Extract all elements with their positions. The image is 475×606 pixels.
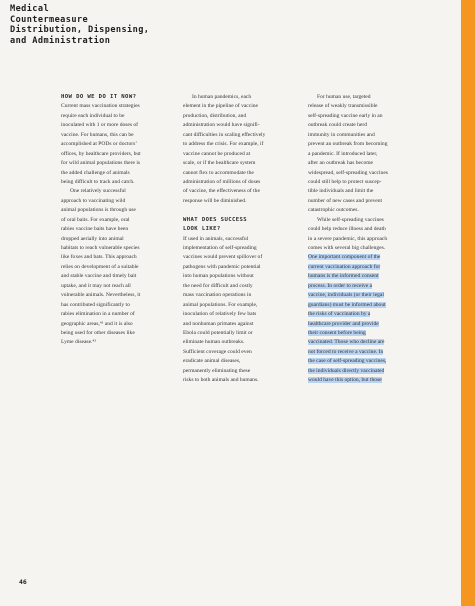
text-run: Sufficient coverage could even [183, 348, 252, 355]
body-text-line [61, 282, 174, 291]
selected-text-run[interactable]: current vaccination approach for [308, 263, 381, 270]
body-text-line [61, 140, 174, 149]
text-run: approach to vaccinating wild [61, 197, 126, 204]
text-column-3 [308, 93, 421, 386]
body-text-line [61, 150, 174, 159]
body-text-line [183, 102, 296, 111]
text-run: release of weakly transmissible [308, 103, 378, 110]
body-text-line [183, 357, 296, 366]
body-text-line [308, 150, 421, 159]
text-run: animal populations. For example, [183, 301, 258, 308]
body-text-line [183, 112, 296, 121]
text-run: a pandemic. If introduced later, [308, 150, 378, 157]
text-run: and stable vaccine and timely bait [61, 273, 137, 280]
text-run: vaccine cannot be produced at [183, 150, 251, 157]
text-run: after an outbreak has become [308, 160, 373, 167]
body-text-line [183, 291, 296, 300]
body-text-line [308, 169, 421, 178]
body-text-line [61, 131, 174, 140]
body-text-line [61, 121, 174, 130]
body-text-line [183, 367, 296, 376]
selected-text-run[interactable]: not forced to receive a vaccine. In [308, 348, 384, 355]
text-run: has contributed significantly to [61, 301, 130, 308]
selected-text-run[interactable]: the risks of vaccination by a [308, 311, 371, 318]
text-run: and nonhuman primates against [183, 320, 254, 327]
text-run: Lyme disease.⁴² [61, 339, 97, 346]
body-text-line [308, 348, 421, 357]
body-text-line [183, 140, 296, 149]
selected-text-run[interactable]: humans is the informed consent [308, 273, 379, 280]
body-text-line [308, 216, 421, 225]
body-text-line [183, 376, 296, 385]
body-text-line [183, 310, 296, 319]
body-text-line [308, 291, 421, 300]
text-run: WHAT DOES SUCCESS [183, 216, 248, 223]
text-run: accomplished at PODs or doctors’ [61, 141, 138, 148]
body-text-line [308, 263, 421, 272]
text-run: production, distribution, and [183, 112, 247, 119]
text-run: of oral baits. For example, oral [61, 216, 130, 223]
body-text-line [61, 216, 174, 225]
text-run: inoculated with 1 or more doses of [61, 122, 139, 129]
text-run: outbreak could create herd [308, 122, 367, 129]
selected-text-run[interactable]: process. In order to receive a [308, 282, 373, 289]
text-run: the need for difficult and costly [183, 282, 253, 289]
text-run: offices, by healthcare providers, but [61, 150, 141, 157]
text-run: vaccine. For humans, this can be [61, 131, 134, 138]
chapter-title-line: Countermeasure [10, 14, 89, 25]
text-run: LOOK LIKE? [183, 226, 221, 233]
body-text-line [308, 206, 421, 215]
body-text-line [61, 235, 174, 244]
body-text-line [61, 197, 174, 206]
selected-text-run[interactable]: their consent before being [308, 329, 366, 336]
chapter-title-line: Distribution, Dispensing, [10, 25, 150, 36]
body-text-line [61, 310, 174, 319]
section-heading [183, 225, 296, 234]
text-run: eradicate animal diseases, [183, 358, 241, 365]
text-run: of vaccine, the effectiveness of the [183, 188, 260, 195]
body-text-line [183, 253, 296, 262]
text-run: Ebola could potentially limit or [183, 329, 253, 336]
body-text-line [308, 197, 421, 206]
body-text-line [61, 112, 174, 121]
body-text-line [308, 272, 421, 281]
text-run: widespread, self-spreading vaccines [308, 169, 388, 176]
text-run: If used in animals, successful [183, 235, 249, 242]
text-run: number of new cases and prevent [308, 197, 383, 204]
text-run: eliminate human outbreaks. [183, 339, 245, 346]
paragraph-gap [183, 206, 296, 215]
text-run: response will be diminished. [183, 197, 247, 204]
body-text-line [61, 102, 174, 111]
body-text-line [308, 159, 421, 168]
body-text-line [308, 320, 421, 329]
text-run: rabies vaccine baits have been [61, 226, 129, 233]
text-run: Current mass vaccination strategies [61, 103, 140, 110]
text-run: the added challenge of animals [61, 169, 130, 176]
body-text-line [308, 301, 421, 310]
text-run: inoculation of relatively few bats [183, 311, 257, 318]
body-text-line [308, 225, 421, 234]
body-text-line [308, 338, 421, 347]
body-text-line [308, 244, 421, 253]
text-run: animal populations is through use [61, 207, 136, 214]
text-run: permanently eliminating these [183, 367, 251, 374]
section-heading [183, 216, 296, 225]
text-column-2 [183, 93, 296, 386]
body-text-line [61, 320, 174, 329]
text-run: uptake, and it may not reach all [61, 282, 131, 289]
text-run: scale, or if the healthcare system [183, 160, 256, 167]
body-text-line [61, 272, 174, 281]
body-text-line [183, 93, 296, 102]
text-run: relies on development of a suitable [61, 263, 139, 270]
body-text-line [308, 282, 421, 291]
text-run: cant difficulties in scaling effectively [183, 131, 266, 138]
body-text-line [183, 178, 296, 187]
body-text-line [308, 102, 421, 111]
body-text-line [61, 225, 174, 234]
text-run: tible individuals and limit the [308, 188, 374, 195]
selected-text-run[interactable]: healthcare provider and provide [308, 320, 379, 327]
text-run: geographic areas,⁴¹ and it is also [61, 320, 133, 327]
body-text-line [61, 253, 174, 262]
body-text-line [183, 159, 296, 168]
body-text-line [183, 348, 296, 357]
body-text-line [183, 121, 296, 130]
body-text-line [308, 140, 421, 149]
text-run: administration of millions of doses [183, 178, 261, 185]
body-text-line [61, 301, 174, 310]
body-text-line [308, 178, 421, 187]
body-text-line [61, 169, 174, 178]
text-run: being difficult to track and catch. [61, 178, 135, 185]
text-run: HOW DO WE DO IT NOW? [61, 94, 137, 100]
text-run: element in the pipeline of vaccine [183, 103, 259, 110]
text-run: For human use, targeted [317, 94, 371, 100]
body-text-line [183, 282, 296, 291]
body-text-line [183, 338, 296, 347]
text-run: for wild animal populations there is [61, 160, 141, 167]
body-text-line [308, 376, 421, 385]
text-run: could help reduce illness and death [308, 226, 386, 233]
text-run: catastrophic outcomes. [308, 207, 359, 214]
body-text-line [308, 121, 421, 130]
text-run: to address the crisis. For example, if [183, 141, 264, 148]
text-run: dropped aerially into animal [61, 235, 124, 242]
selected-text-run[interactable]: vaccine, individuals (or their legal [308, 292, 384, 299]
body-text-line [61, 291, 174, 300]
body-text-line [61, 178, 174, 187]
body-text-line [183, 329, 296, 338]
body-text-line [308, 367, 421, 376]
text-run: could still help to protect suscep- [308, 178, 382, 185]
body-text-line [61, 159, 174, 168]
text-run: vaccines would prevent spillover of [183, 254, 263, 261]
page-number: 46 [19, 578, 27, 586]
chapter-title [10, 4, 180, 46]
chapter-title-line: and Administration [10, 35, 111, 46]
text-run: One relatively successful [70, 188, 126, 195]
body-text-line [183, 320, 296, 329]
text-run: self-spreading vaccine early in an [308, 112, 383, 119]
body-text-line [308, 357, 421, 366]
body-text-line [183, 150, 296, 159]
text-run: rabies elimination in a number of [61, 311, 135, 318]
body-text-line [61, 329, 174, 338]
body-text-line [308, 112, 421, 121]
accent-sidebar [461, 0, 475, 606]
body-text-line [308, 187, 421, 196]
text-column-1 [61, 93, 174, 348]
body-text-line [61, 187, 174, 196]
body-text-line [308, 329, 421, 338]
text-run: While self-spreading vaccines [317, 216, 384, 223]
text-run: into human populations without [183, 273, 254, 280]
text-run: in a severe pandemic, this approach [308, 235, 388, 242]
body-text-line [61, 244, 174, 253]
body-text-line [61, 338, 174, 347]
body-text-line [308, 235, 421, 244]
text-run: comes with several big challenges. [308, 245, 386, 251]
section-heading [61, 93, 174, 102]
body-text-line [183, 244, 296, 253]
text-run: implementation of self-spreading [183, 245, 257, 251]
text-run: risks to both animals and humans. [183, 377, 259, 384]
text-run: In human pandemics, each [192, 94, 252, 100]
chapter-title-line: Medical [10, 4, 50, 14]
text-run: vulnerable animals. Nevertheless, it [61, 292, 141, 299]
text-run: habitats to reach vulnerable species [61, 245, 140, 251]
selected-text-run[interactable]: vaccinated. Those who decline are [308, 339, 385, 346]
body-text-line [61, 206, 174, 215]
body-text-line [183, 197, 296, 206]
body-text-line [183, 131, 296, 140]
text-run: prevent an outbreak from becoming [308, 141, 388, 148]
body-text-line [183, 272, 296, 281]
body-text-line [308, 93, 421, 102]
body-text-line [183, 301, 296, 310]
text-run: mass vaccination operations in [183, 292, 252, 299]
selected-text-run[interactable]: the individuals directly vaccinated [308, 367, 385, 374]
body-text-line [183, 169, 296, 178]
body-text-line [61, 263, 174, 272]
selected-text-run[interactable]: One important component of the [308, 254, 381, 261]
body-text-line [183, 235, 296, 244]
body-text-line [183, 263, 296, 272]
text-run: pathogens with pandemic potential [183, 263, 261, 270]
selected-text-run[interactable]: would have this option, but those [308, 377, 382, 384]
body-text-line [183, 187, 296, 196]
text-run: require each individual to be [61, 112, 125, 119]
body-text-line [308, 310, 421, 319]
selected-text-run[interactable]: the case of self-spreading vaccines, [308, 358, 387, 365]
body-text-line [308, 131, 421, 140]
text-run: administration would have signifi- [183, 122, 260, 129]
body-text-line [308, 253, 421, 262]
text-run: like foxes and bats. This approach [61, 254, 137, 261]
text-run: being used for other diseases like [61, 329, 135, 336]
text-run: immunity in communities and [308, 131, 375, 138]
text-run: cannot flex to accommodate the [183, 169, 254, 176]
selected-text-run[interactable]: guardians) must be informed about [308, 301, 386, 308]
